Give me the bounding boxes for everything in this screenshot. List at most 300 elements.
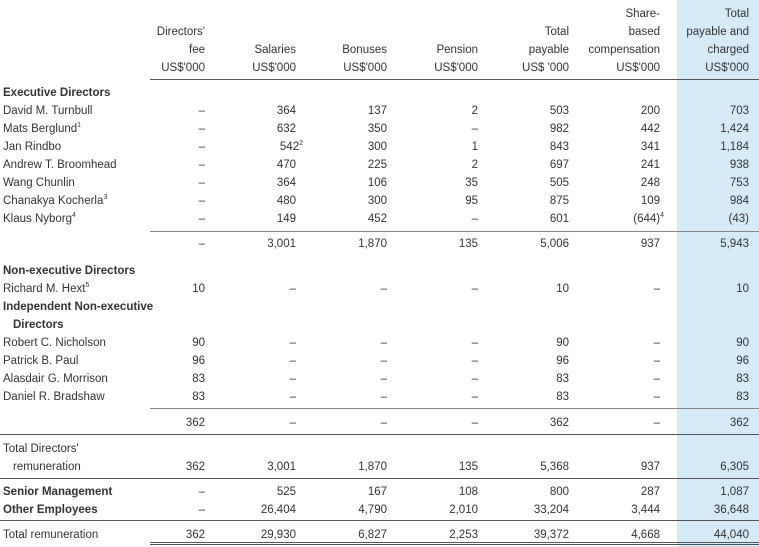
exec-subtotal-total-payable [540,237,569,251]
indep-row-pension [472,390,478,404]
exec-row-directors-fee-value: – [198,195,205,207]
indep-row-total-payable-value: 83 [556,391,569,403]
exec-row-directors-fee-value: – [198,141,205,153]
exec-row-salaries [277,122,296,136]
exec-row-directors-fee [199,194,205,208]
header-sbc-3: compensation [588,44,660,56]
nonexec-row-pension-value: – [471,283,478,295]
indep-row-share-based-compensation-value: – [653,391,660,403]
exec-row-pension-value: 1 [471,141,478,153]
header-charged-4: US$'000 [705,62,749,74]
exec-row-salaries-value: 480 [276,195,296,207]
exec-row-name [3,194,107,208]
exec-row-total-charged-value: 1,424 [720,123,749,135]
senior-mgmt-total-payable-value: 800 [549,486,569,498]
other-emp-total-payable-value: 33,204 [533,504,569,516]
exec-row-share-based-compensation-value: (644) [633,213,661,225]
indep-row-pension-value: – [471,391,478,403]
indep-row-directors-fee [192,336,205,350]
exec-row-salaries-value: 632 [276,123,296,135]
total-rem-pension-value: 2,253 [449,529,478,541]
indep-row-total-charged [736,390,749,404]
nonexec-subtotal-rule [150,408,759,409]
exec-row-total-payable-value: 875 [549,195,569,207]
footnote-marker: 4 [660,212,664,220]
nonexec-subtotal-salaries [290,416,296,430]
indep-row-directors-fee [192,372,205,386]
exec-row-name-value: Klaus Nyborg [3,213,73,225]
exec-row-name [3,176,75,190]
indep-row-total-charged-value: 83 [736,373,749,385]
nonexec-subtotal-share-based-compensation-value: – [653,417,660,429]
total-rem-pension [449,528,478,542]
indep-row-total-payable [556,336,569,350]
indep-row-name-value: Robert C. Nicholson [3,337,106,349]
indep-row-share-based-compensation [654,390,660,404]
other-emp-salaries [261,503,296,517]
footnote-marker: 2 [299,140,303,148]
section-independent-2: Directors [13,319,64,331]
exec-row-salaries-value: 364 [276,105,296,117]
exec-row-bonuses [368,122,387,136]
senior-mgmt-directors-fee-value: – [198,486,205,498]
exec-subtotal-share-based-compensation-value: 937 [640,238,660,250]
exec-subtotal-pension [459,237,478,251]
exec-row-total-charged-value: (43) [728,213,749,225]
nonexec-row-share-based-compensation [654,282,660,296]
exec-row-directors-fee [199,140,205,154]
indep-row-name-value: Alasdair G. Morrison [3,373,108,385]
exec-row-total-charged-value: 703 [729,105,749,117]
indep-row-share-based-compensation-value: – [653,373,660,385]
indep-row-salaries-value: – [289,373,296,385]
total-rem-salaries-value: 29,930 [260,529,296,541]
nonexec-subtotal-bonuses [381,416,387,430]
indep-row-name [3,372,108,386]
nonexec-subtotal-share-based-compensation [654,416,660,430]
exec-row-total-payable-value: 601 [549,213,569,225]
indep-row-share-based-compensation-value: – [653,337,660,349]
exec-row-total-charged [729,212,749,226]
total-rem-label [3,528,98,542]
header-charged-2: payable and [686,26,749,38]
header-bonuses-2: US$'000 [343,62,387,74]
exec-row-salaries-value: 149 [276,213,296,225]
footnote-marker: 5 [85,282,90,290]
nonexec-row-total-charged-value: 10 [736,283,749,295]
indep-row-directors-fee-value: 83 [192,391,205,403]
total-directors-total-charged [720,460,749,474]
indep-row-salaries-value: – [289,355,296,367]
indep-row-total-charged-value: 83 [736,391,749,403]
exec-row-total-payable-value: 982 [549,123,569,135]
indep-row-directors-fee [192,390,205,404]
nonexec-row-total-payable [556,282,569,296]
nonexec-subtotal-pension-value: – [471,417,478,429]
nonexec-row-bonuses [381,282,387,296]
exec-row-directors-fee-value: – [198,213,205,225]
exec-row-pension [472,158,478,172]
indep-row-name [3,336,106,350]
senior-mgmt-share-based-compensation-value: 287 [640,486,660,498]
exec-row-salaries-value: 470 [276,159,296,171]
indep-row-salaries [290,354,296,368]
total-directors-total-charged-value: 6,305 [720,461,749,473]
header-charged-1: Total [724,8,749,20]
exec-row-name [3,158,117,172]
indep-row-share-based-compensation [654,336,660,350]
exec-row-name-value: Mats Berglund [3,123,78,135]
exec-row-total-payable-value: 505 [549,177,569,189]
indep-row-pension-value: – [471,373,478,385]
total-rem-total-payable [534,528,569,542]
total-rem-label-value: Total remuneration [3,529,99,541]
indep-row-name [3,390,105,404]
exec-row-pension [472,140,478,154]
total-directors-pension [459,460,478,474]
total-directors-directors-fee [186,460,205,474]
exec-row-total-charged-value: 938 [729,159,749,171]
exec-row-salaries [277,212,296,226]
indep-row-total-charged [736,354,749,368]
section-independent-1: Independent Non-executive [3,301,154,313]
exec-row-bonuses [368,212,387,226]
exec-row-total-payable [550,194,569,208]
total-rem-bonuses-value: 6,827 [358,529,387,541]
nonexec-subtotal-directors-fee-value: 362 [185,417,205,429]
exec-row-share-based-compensation-value: 248 [640,177,660,189]
exec-subtotal-rule [150,231,759,232]
exec-row-bonuses-value: 300 [367,195,387,207]
exec-row-total-charged [720,140,749,154]
header-fee-2: fee [189,44,205,56]
total-rem-bonuses [358,528,387,542]
exec-row-bonuses [368,158,387,172]
indep-row-salaries [290,372,296,386]
indep-row-total-charged-value: 96 [736,355,749,367]
senior-mgmt-directors-fee [199,485,205,499]
indep-row-salaries-value: – [289,337,296,349]
total-directors-salaries [267,460,296,474]
exec-row-bonuses [368,140,387,154]
other-emp-pension-value: 2,010 [449,504,478,516]
indep-row-name-value: Daniel R. Bradshaw [3,391,105,403]
indep-row-name [3,354,78,368]
indep-row-total-charged [736,372,749,386]
exec-subtotal-total-charged [720,237,749,251]
exec-row-directors-fee [199,212,205,226]
exec-row-total-charged [730,194,749,208]
total-rem-share-based-compensation [631,528,660,542]
senior-mgmt-salaries [277,485,296,499]
header-total-1: Total [544,26,569,38]
exec-row-salaries [277,176,296,190]
section-executive: Executive Directors [3,87,111,99]
nonexec-row-salaries [290,282,296,296]
other-emp-share-based-compensation [631,503,660,517]
indep-row-salaries [290,390,296,404]
total-rule-top [0,520,759,521]
exec-row-share-based-compensation [641,122,660,136]
total-directors-share-based-compensation [641,460,660,474]
exec-subtotal-directors-fee-value: – [198,238,205,250]
total-directors-bonuses-value: 1,870 [358,461,387,473]
indep-row-directors-fee [192,354,205,368]
footnote-marker: 1 [77,122,82,130]
exec-row-name [3,122,81,136]
exec-row-share-based-compensation-value: 341 [640,141,660,153]
nonexec-row-directors-fee-value: 10 [192,283,205,295]
indep-row-bonuses [381,354,387,368]
indep-row-salaries-value: – [289,391,296,403]
exec-row-bonuses-value: 137 [367,105,387,117]
nonexec-subtotal-salaries-value: – [289,417,296,429]
exec-row-share-based-compensation-value: 200 [640,105,660,117]
senior-mgmt-label [3,485,112,499]
exec-row-salaries-value: 542 [279,141,300,153]
total-directors-directors-fee-value: 362 [185,461,205,473]
exec-row-total-payable [550,176,569,190]
exec-row-pension [472,122,478,136]
indep-row-total-payable-value: 96 [556,355,569,367]
exec-row-total-charged [720,122,749,136]
exec-row-name [3,212,76,226]
indep-row-total-payable [556,390,569,404]
exec-row-share-based-compensation [641,104,660,118]
indep-row-pension [472,372,478,386]
exec-row-total-payable [550,212,569,226]
footnote-marker: 4 [72,212,76,220]
exec-row-total-charged [730,104,749,118]
total-rem-salaries [261,528,296,542]
indep-row-total-charged-value: 90 [736,337,749,349]
exec-row-bonuses-value: 350 [367,123,387,135]
exec-row-directors-fee-value: – [198,177,205,189]
exec-row-bonuses [368,176,387,190]
exec-row-pension [472,212,478,226]
total-directors-share-based-compensation-value: 937 [640,461,660,473]
other-emp-label-value: Other Employees [3,504,98,516]
exec-row-bonuses [368,104,387,118]
header-salaries-2: US$'000 [252,62,296,74]
nonexec-row-total-charged [736,282,749,296]
header-rule [150,79,759,80]
senior-mgmt-pension [459,485,478,499]
exec-row-share-based-compensation-value: 442 [640,123,660,135]
exec-row-pension-value: 2 [471,105,478,117]
exec-row-total-payable-value: 697 [549,159,569,171]
exec-row-pension [465,176,478,190]
total-directors-bonuses [358,460,387,474]
total-directors-pension-value: 135 [458,461,478,473]
exec-row-total-charged-value: 1,184 [720,141,749,153]
indep-row-bonuses-value: – [380,391,387,403]
other-emp-directors-fee-value: – [198,504,205,516]
total-directors-rule [0,434,759,435]
indep-row-total-payable-value: 83 [556,373,569,385]
other-emp-bonuses [358,503,387,517]
senior-rule [0,478,759,479]
exec-subtotal-pension-value: 135 [458,238,478,250]
exec-row-directors-fee-value: – [198,105,205,117]
exec-row-pension-value: 35 [465,177,478,189]
indep-row-share-based-compensation [654,372,660,386]
exec-row-name-value: Wang Chunlin [3,177,75,189]
exec-row-bonuses-value: 106 [367,177,387,189]
exec-row-salaries [277,104,296,118]
indep-row-total-payable [556,354,569,368]
senior-mgmt-total-charged-value: 1,087 [720,486,749,498]
exec-row-share-based-compensation [641,158,660,172]
other-emp-label [3,503,98,517]
indep-row-share-based-compensation-value: – [653,355,660,367]
senior-mgmt-pension-value: 108 [458,486,478,498]
exec-row-pension-value: – [471,123,478,135]
nonexec-subtotal-total-charged [730,416,749,430]
indep-row-bonuses [381,372,387,386]
exec-row-total-payable [550,158,569,172]
nonexec-subtotal-bonuses-value: – [380,417,387,429]
header-total-2: payable [528,44,569,56]
other-emp-total-charged [714,503,749,517]
total-directors-label-2: remuneration [13,461,81,473]
header-fee-3: US$'000 [161,62,205,74]
total-rule-bottom [150,542,759,545]
section-non-executive: Non-executive Directors [3,265,136,277]
nonexec-subtotal-total-payable-value: 362 [549,417,569,429]
exec-row-share-based-compensation [633,212,664,226]
indep-row-pension-value: – [471,355,478,367]
other-emp-directors-fee [199,503,205,517]
exec-row-bonuses [368,194,387,208]
indep-row-directors-fee-value: 83 [192,373,205,385]
nonexec-subtotal-total-payable [550,416,569,430]
exec-row-total-payable-value: 843 [549,141,569,153]
nonexec-row-share-based-compensation-value: – [653,283,660,295]
exec-row-bonuses-value: 225 [367,159,387,171]
exec-row-total-charged [730,158,749,172]
exec-row-share-based-compensation [641,176,660,190]
exec-row-total-charged [730,176,749,190]
indep-row-salaries [290,336,296,350]
indep-row-pension [472,354,478,368]
header-sbc-1: Share- [625,8,660,20]
total-directors-label-1: Total Directors' [3,443,79,455]
total-rem-total-charged [714,528,749,542]
exec-row-total-payable [550,122,569,136]
exec-row-bonuses-value: 300 [367,141,387,153]
indep-row-directors-fee-value: 96 [192,355,205,367]
indep-row-bonuses [381,336,387,350]
nonexec-row-name-value: Richard M. Hext [3,283,86,295]
nonexec-subtotal-pension [472,416,478,430]
indep-row-bonuses-value: – [380,337,387,349]
exec-row-share-based-compensation-value: 109 [640,195,660,207]
exec-row-share-based-compensation [641,140,660,154]
indep-row-total-payable-value: 90 [556,337,569,349]
exec-row-directors-fee [199,122,205,136]
exec-subtotal-salaries [267,237,296,251]
exec-subtotal-share-based-compensation [641,237,660,251]
header-charged-3: charged [707,44,749,56]
senior-mgmt-bonuses-value: 167 [367,486,387,498]
exec-row-name [3,140,61,154]
other-emp-share-based-compensation-value: 3,444 [631,504,660,516]
indep-row-share-based-compensation [654,354,660,368]
header-salaries-1: Salaries [254,44,296,56]
total-directors-total-payable-value: 5,368 [540,461,569,473]
exec-row-pension-value: 2 [471,159,478,171]
exec-row-directors-fee [199,158,205,172]
exec-row-pension-value: – [471,213,478,225]
header-bonuses-1: Bonuses [342,44,387,56]
indep-row-total-charged [736,336,749,350]
indep-row-total-payable [556,372,569,386]
exec-row-share-based-compensation-value: 241 [640,159,660,171]
exec-subtotal-directors-fee [199,237,205,251]
indep-row-pension-value: – [471,337,478,349]
exec-subtotal-bonuses [358,237,387,251]
footnote-marker: 3 [103,194,108,202]
exec-row-pension [465,194,478,208]
exec-row-name-value: Chanakya Kocherla [3,195,104,207]
header-sbc-2: based [628,26,660,38]
exec-row-pension [472,104,478,118]
indep-row-bonuses-value: – [380,355,387,367]
nonexec-subtotal-directors-fee [186,416,205,430]
exec-row-total-charged-value: 984 [729,195,749,207]
header-total-3: US$ '000 [522,62,569,74]
senior-mgmt-label-value: Senior Management [3,486,113,498]
other-emp-total-charged-value: 36,648 [713,504,749,516]
exec-row-salaries [280,140,303,154]
senior-mgmt-total-payable [550,485,569,499]
header-sbc-4: US$'000 [616,62,660,74]
nonexec-row-total-payable-value: 10 [556,283,569,295]
other-emp-pension [449,503,478,517]
senior-mgmt-share-based-compensation [641,485,660,499]
exec-row-name-value: Jan Rindbo [3,141,62,153]
senior-mgmt-salaries-value: 525 [276,486,296,498]
indep-row-directors-fee-value: 90 [192,337,205,349]
exec-subtotal-total-payable-value: 5,006 [540,238,569,250]
exec-row-directors-fee [199,176,205,190]
nonexec-row-pension [472,282,478,296]
nonexec-row-salaries-value: – [289,283,296,295]
total-directors-salaries-value: 3,001 [267,461,296,473]
exec-subtotal-bonuses-value: 1,870 [358,238,387,250]
exec-row-salaries [277,158,296,172]
exec-row-salaries-value: 364 [276,177,296,189]
nonexec-subtotal-total-charged-value: 362 [729,417,749,429]
exec-row-pension-value: 95 [465,195,478,207]
exec-row-directors-fee-value: – [198,123,205,135]
exec-row-total-payable [550,104,569,118]
indep-row-pension [472,336,478,350]
nonexec-row-bonuses-value: – [380,283,387,295]
exec-row-name-value: David M. Turnbull [3,105,93,117]
exec-subtotal-salaries-value: 3,001 [267,238,296,250]
exec-row-name-value: Andrew T. Broomhead [3,159,117,171]
header-pension-2: US$'000 [434,62,478,74]
exec-row-directors-fee [199,104,205,118]
exec-subtotal-total-charged-value: 5,943 [720,238,749,250]
exec-row-directors-fee-value: – [198,159,205,171]
total-rem-share-based-compensation-value: 4,668 [631,529,660,541]
header-fee-1: Directors' [156,26,205,38]
nonexec-row-directors-fee [192,282,205,296]
total-directors-total-payable [540,460,569,474]
